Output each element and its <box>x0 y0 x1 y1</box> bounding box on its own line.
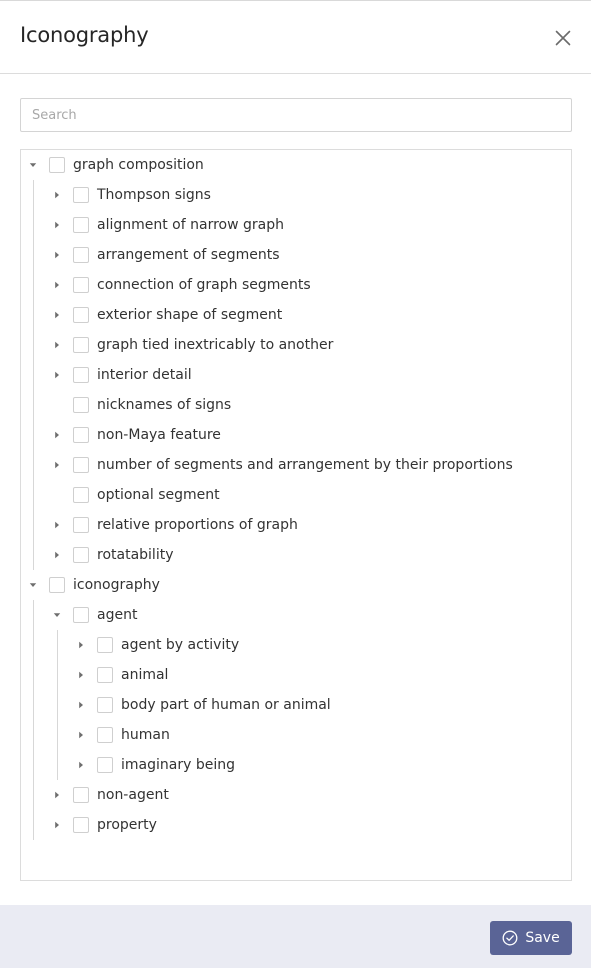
tree-node <box>21 780 571 810</box>
save-label: Save <box>525 930 560 946</box>
tree-node-checkbox[interactable] <box>73 517 89 533</box>
tree-node <box>21 420 571 450</box>
tree-node <box>21 810 571 840</box>
caret-right-icon[interactable] <box>72 750 90 780</box>
search-input[interactable] <box>20 98 572 132</box>
caret-right-icon[interactable] <box>72 690 90 720</box>
tree-node-checkbox[interactable] <box>73 547 89 563</box>
tree-node-label[interactable]: property <box>97 817 157 833</box>
tree-node-checkbox[interactable] <box>49 577 65 593</box>
caret-right-icon[interactable] <box>48 810 66 840</box>
caret-right-icon[interactable] <box>72 660 90 690</box>
tree-node-label[interactable]: body part of human or animal <box>121 697 331 713</box>
tree-node-label[interactable]: graph tied inextricably to another <box>97 337 334 353</box>
tree-node <box>21 690 571 720</box>
tree-node-checkbox[interactable] <box>73 247 89 263</box>
tree-node-label[interactable]: alignment of narrow graph <box>97 217 284 233</box>
close-icon[interactable] <box>552 27 574 49</box>
tree-node-checkbox[interactable] <box>97 757 113 773</box>
tree-node <box>21 450 571 480</box>
caret-right-icon[interactable] <box>48 780 66 810</box>
caret-down-icon[interactable] <box>24 150 42 180</box>
tree-node <box>21 510 571 540</box>
caret-right-icon[interactable] <box>48 270 66 300</box>
tree-node-label[interactable]: rotatability <box>97 547 174 563</box>
tree-node-label[interactable]: imaginary being <box>121 757 235 773</box>
tree-node-label[interactable]: exterior shape of segment <box>97 307 283 323</box>
tree-node-label[interactable]: human <box>121 727 170 743</box>
tree-node <box>21 330 571 360</box>
tree-node-checkbox[interactable] <box>97 727 113 743</box>
tree-node-label[interactable]: relative proportions of graph <box>97 517 298 533</box>
tree-node-checkbox[interactable] <box>73 817 89 833</box>
tree-node <box>21 540 571 570</box>
caret-down-icon[interactable] <box>24 570 42 600</box>
tree-node-checkbox[interactable] <box>73 427 89 443</box>
tree-node <box>21 390 571 420</box>
tree-node-checkbox[interactable] <box>73 367 89 383</box>
tree-node-checkbox[interactable] <box>97 667 113 683</box>
tree-guide-line <box>33 180 34 570</box>
tree-node <box>21 720 571 750</box>
tree-node-label[interactable]: number of segments and arrangement by their proportions <box>97 457 513 473</box>
tree-node-label[interactable]: non-agent <box>97 787 169 803</box>
caret-right-icon[interactable] <box>48 420 66 450</box>
tree-node-label[interactable]: nicknames of signs <box>97 397 232 413</box>
tree-node <box>21 660 571 690</box>
tree-node-checkbox[interactable] <box>73 607 89 623</box>
caret-right-icon[interactable] <box>48 330 66 360</box>
tree-node <box>21 270 571 300</box>
caret-right-icon[interactable] <box>48 180 66 210</box>
dialog-title: Iconography <box>20 23 149 47</box>
tree-node-label[interactable]: agent by activity <box>121 637 240 653</box>
tree-node <box>21 180 571 210</box>
tree-node-checkbox[interactable] <box>73 337 89 353</box>
caret-right-icon[interactable] <box>72 630 90 660</box>
tree-node-checkbox[interactable] <box>73 307 89 323</box>
tree-node <box>21 600 571 630</box>
tree-node-label[interactable]: Thompson signs <box>97 187 211 203</box>
tree-node-label[interactable]: interior detail <box>97 367 192 383</box>
tree-node <box>21 360 571 390</box>
tree-node <box>21 240 571 270</box>
tree-node-label[interactable]: optional segment <box>97 487 220 503</box>
check-circle-icon <box>502 930 518 946</box>
category-tree <box>20 149 572 881</box>
tree-node-checkbox[interactable] <box>97 637 113 653</box>
tree-node <box>21 630 571 660</box>
tree-node-checkbox[interactable] <box>73 277 89 293</box>
tree-node-label[interactable]: graph composition <box>73 157 204 173</box>
tree-node-checkbox[interactable] <box>97 697 113 713</box>
tree-node-label[interactable]: non-Maya feature <box>97 427 221 443</box>
tree-guide-line <box>33 600 34 840</box>
tree-node <box>21 150 571 180</box>
tree-node <box>21 210 571 240</box>
tree-node <box>21 570 571 600</box>
tree-node-checkbox[interactable] <box>73 217 89 233</box>
tree-node-checkbox[interactable] <box>73 187 89 203</box>
caret-right-icon[interactable] <box>48 510 66 540</box>
tree-guide-line <box>57 630 58 780</box>
dialog-header <box>0 1 591 74</box>
tree-node-label[interactable]: agent <box>97 607 138 623</box>
tree-node-checkbox[interactable] <box>49 157 65 173</box>
tree-node-label[interactable]: iconography <box>73 577 160 593</box>
tree-node <box>21 300 571 330</box>
caret-down-icon[interactable] <box>48 600 66 630</box>
caret-right-icon[interactable] <box>48 240 66 270</box>
tree-node-checkbox[interactable] <box>73 787 89 803</box>
caret-right-icon[interactable] <box>48 210 66 240</box>
tree-node-checkbox[interactable] <box>73 397 89 413</box>
tree-node <box>21 750 571 780</box>
save-button[interactable] <box>490 921 572 955</box>
tree-node-label[interactable]: connection of graph segments <box>97 277 311 293</box>
tree-node-label[interactable]: animal <box>121 667 169 683</box>
tree-node-checkbox[interactable] <box>73 487 89 503</box>
dialog-footer <box>0 905 591 968</box>
caret-right-icon[interactable] <box>48 300 66 330</box>
caret-right-icon[interactable] <box>48 450 66 480</box>
caret-right-icon[interactable] <box>72 720 90 750</box>
tree-node-checkbox[interactable] <box>73 457 89 473</box>
tree-node <box>21 480 571 510</box>
tree-node-label[interactable]: arrangement of segments <box>97 247 280 263</box>
caret-right-icon[interactable] <box>48 540 66 570</box>
caret-right-icon[interactable] <box>48 360 66 390</box>
